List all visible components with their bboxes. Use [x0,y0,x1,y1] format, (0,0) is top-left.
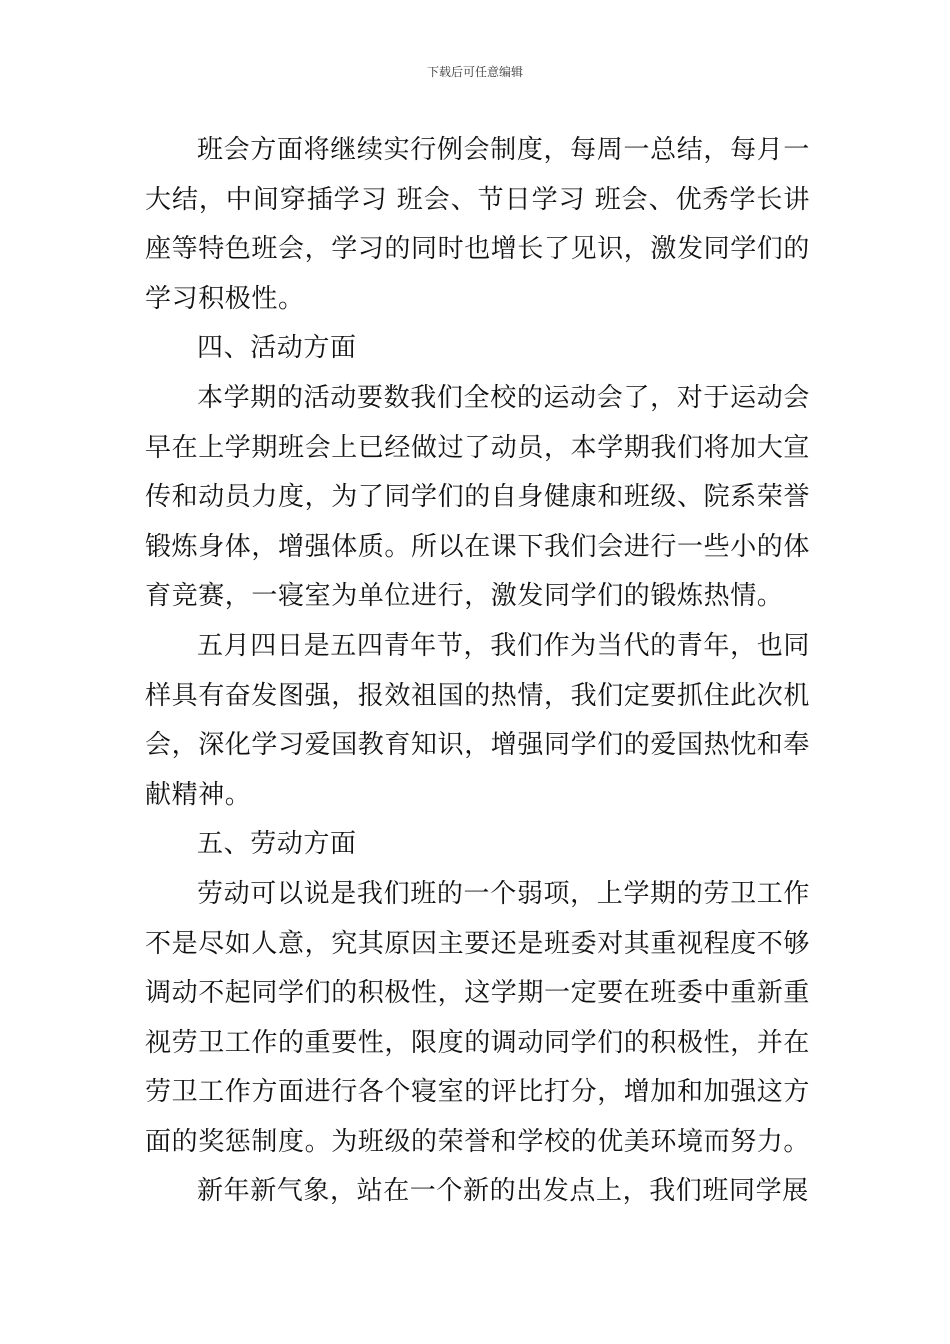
paragraph-labor-work: 劳动可以说是我们班的一个弱项，上学期的劳卫工作不是尽如人意，究其原因主要还是班委对其重视程度不够调动不起同学们的积极性，这学期一定要在班委中重新重视劳卫工作的重要性，限度的调动同学们的积极性，并在劳卫工作方面进行各个寝室的评比打分，增加和加强这方面的奖惩制度。为班级的荣誉和学校的优美环境而努力。 [145,878,811,1157]
paragraph-class-meetings: 班会方面将继续实行例会制度，每周一总结，每月一大结，中间穿插学习 班会、节日学习 班会、优秀学长讲座等特色班会，学习的同时也增长了见识，激发同学们的学习积极性。 [145,135,811,314]
section-heading-activities: 四、活动方面 [197,333,357,364]
paragraph-new-year: 新年新气象，站在一个新的出发点上，我们班同学展 [197,1176,809,1207]
document-body [145,126,810,1217]
paragraph-may-fourth: 五月四日是五四青年节，我们作为当代的青年，也同样具有奋发图强，报效祖国的热情，我们定要抓住此次机会，深化学习爱国教育知识，增强同学们的爱国热忱和奉献精神。 [145,630,811,810]
page-header: 下载后可任意编辑 [426,65,523,79]
paragraph-sports-meet: 本学期的活动要数我们全校的运动会了，对于运动会早在上学期班会上已经做过了动员，本学期我们将加大宣传和动员力度，为了同学们的自身健康和班级、院系荣誉锻炼身体，增强体质。所以在课下我们会进行一些小的体育竞赛，一寝室为单位进行，激发同学们的锻炼热情。 [145,382,811,612]
section-heading-labor: 五、劳动方面 [197,829,357,860]
